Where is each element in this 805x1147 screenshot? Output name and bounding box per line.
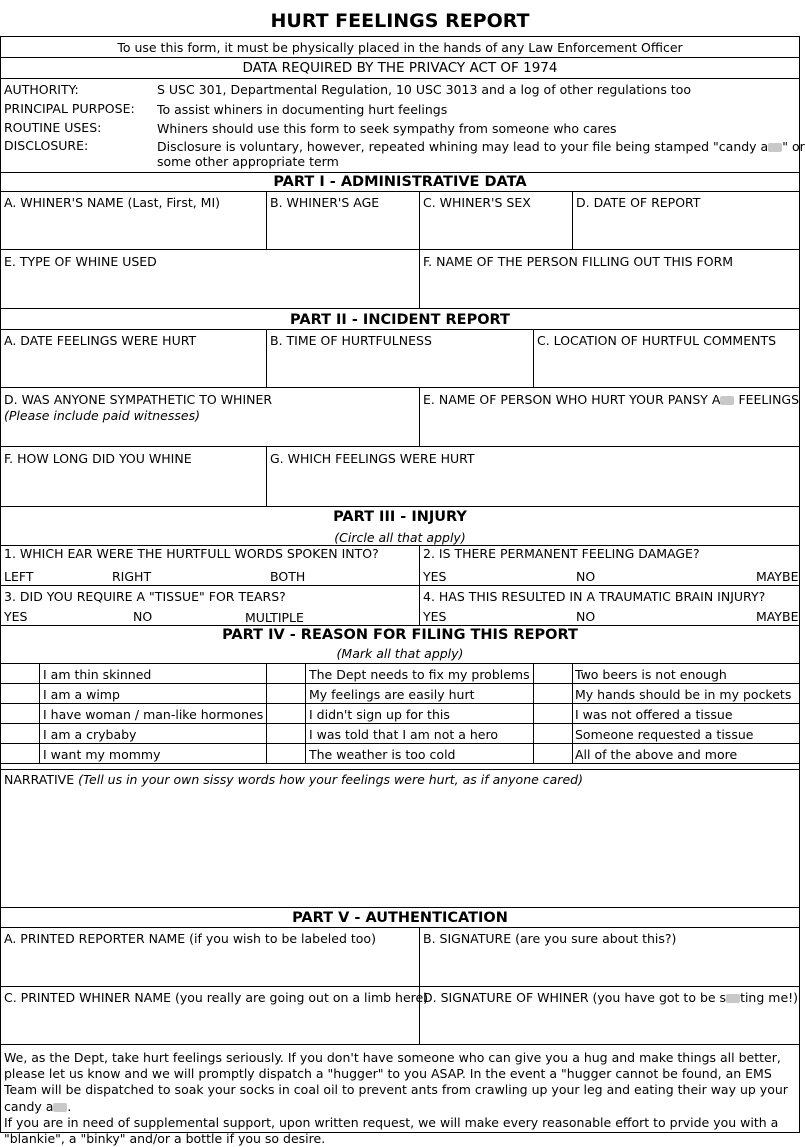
q3-option-multiple[interactable]: MULTIPLE (245, 610, 304, 625)
q2-option-no[interactable]: NO (576, 569, 596, 584)
disclosure-label: DISCLOSURE: (4, 138, 89, 153)
field-person-filling: F. NAME OF THE PERSON FILLING OUT THIS FORM (423, 254, 734, 269)
redaction-mark (726, 994, 740, 1003)
reason-item: The weather is too cold (309, 747, 456, 762)
uses-text: Whiners should use this form to seek sympathy from someone who cares (157, 121, 617, 136)
reason-item: My feelings are easily hurt (309, 687, 475, 702)
reason-checkbox[interactable] (1, 684, 39, 703)
redaction-mark (768, 143, 782, 152)
purpose-text: To assist whiners in documenting hurt feelings (157, 102, 448, 117)
q4-label: 4. HAS THIS RESULTED IN A TRAUMATIC BRAIN INJURY? (423, 589, 766, 604)
field-whiner-age: B. WHINER'S AGE (270, 195, 380, 210)
part5-heading: PART V - AUTHENTICATION (292, 910, 508, 926)
reason-checkbox[interactable] (267, 724, 305, 743)
form-title: HURT FEELINGS REPORT (270, 10, 530, 32)
field-whiner-name: A. WHINER'S NAME (Last, First, MI) (4, 195, 221, 210)
field-whiner-printed-name: C. PRINTED WHINER NAME (you really are going out on a limb here) (4, 990, 429, 1005)
reason-checkbox[interactable] (534, 664, 572, 683)
form-instruction: To use this form, it must be physically placed in the hands of any Law Enforcement Officer (117, 40, 683, 55)
redaction-mark (720, 396, 734, 405)
reason-checkbox[interactable] (267, 744, 305, 763)
q1-option-right[interactable]: RIGHT (112, 569, 152, 584)
reason-item: I am a wimp (43, 687, 120, 702)
q1-label: 1. WHICH EAR WERE THE HURTFULL WORDS SPOKEN INTO? (4, 546, 379, 561)
field-which-feelings: G. WHICH FEELINGS WERE HURT (270, 451, 475, 466)
field-time-hurt: B. TIME OF HURTFULNESS (270, 333, 432, 348)
reason-item: The Dept needs to fix my problems (309, 667, 530, 682)
reason-item: I want my mommy (43, 747, 161, 762)
field-location: C. LOCATION OF HURTFUL COMMENTS (537, 333, 777, 348)
field-whiner-signature: D. SIGNATURE OF WHINER (you have got to be s ting me!) (423, 990, 799, 1005)
reason-item: I am a crybaby (43, 727, 137, 742)
disclosure-text-cont: some other appropriate term (157, 154, 339, 169)
reason-checkbox[interactable] (534, 744, 572, 763)
q2-option-yes[interactable]: YES (423, 569, 447, 584)
q2-label: 2. IS THERE PERMANENT FEELING DAMAGE? (423, 546, 700, 561)
reason-checkbox[interactable] (534, 724, 572, 743)
purpose-label: PRINCIPAL PURPOSE: (4, 101, 135, 116)
field-type-of-whine: E. TYPE OF WHINE USED (4, 254, 157, 269)
reason-item: My hands should be in my pockets (575, 687, 792, 702)
reason-checkbox[interactable] (1, 744, 39, 763)
authority-label: AUTHORITY: (4, 82, 79, 97)
field-sympathetic-note: (Please include paid witnesses) (4, 408, 200, 423)
part3-note: (Circle all that apply) (334, 530, 466, 545)
field-how-long: F. HOW LONG DID YOU WHINE (4, 451, 192, 466)
reason-item: I am thin skinned (43, 667, 152, 682)
q3-label: 3. DID YOU REQUIRE A "TISSUE" FOR TEARS? (4, 589, 286, 604)
q1-option-left[interactable]: LEFT (4, 569, 34, 584)
reason-item: Two beers is not enough (575, 667, 727, 682)
q3-option-yes[interactable]: YES (4, 609, 28, 624)
reason-checkbox[interactable] (534, 704, 572, 723)
reason-item: I have woman / man-like hormones (43, 707, 264, 722)
field-signature: B. SIGNATURE (are you sure about this?) (423, 931, 677, 946)
reason-checkbox[interactable] (1, 664, 39, 683)
part2-heading: PART II - INCIDENT REPORT (290, 312, 510, 328)
q4-option-maybe[interactable]: MAYBE (756, 609, 799, 624)
narrative-label: NARRATIVE (Tell us in your own sissy words how your feelings were hurt, as if anyone cared) (4, 772, 583, 787)
field-date-hurt: A. DATE FEELINGS WERE HURT (4, 333, 197, 348)
q1-option-both[interactable]: BOTH (270, 569, 306, 584)
privacy-header: DATA REQUIRED BY THE PRIVACY ACT OF 1974 (242, 60, 558, 76)
field-date-of-report: D. DATE OF REPORT (576, 195, 701, 210)
reason-item: Someone requested a tissue (575, 727, 754, 742)
field-sympathetic: D. WAS ANYONE SYMPATHETIC TO WHINER (4, 392, 273, 407)
reason-item: All of the above and more (575, 747, 738, 762)
part4-note: (Mark all that apply) (336, 646, 464, 661)
disclosure-text: Disclosure is voluntary, however, repeated whining may lead to your file being stamped "candy a " or (157, 139, 805, 154)
narrative-area[interactable] (1, 790, 799, 906)
footer-paragraph: We, as the Dept, take hurt feelings seriously. If you don't have someone who can give you a hug and make things all better, please let us know and we will promptly dispatch a "hugger" to you ASAP. In the event a "hugger cannot be found, an EMS Team will be dispatched to soak your socks in coal oil to prevent ants from crawling up your leg and eating their way up your candy a . If you are in need of supplemental support, upon written request, we will make every reasonable effort to prvide you with a "blankie", a "binky" and/or a bottle if you so desire. (4, 1050, 788, 1147)
reason-checkbox[interactable] (1, 724, 39, 743)
uses-label: ROUTINE USES: (4, 120, 102, 135)
field-person-who-hurt: E. NAME OF PERSON WHO HURT YOUR PANSY A FEELINGS (423, 392, 800, 407)
reason-checkbox[interactable] (534, 684, 572, 703)
part3-heading: PART III - INJURY (333, 509, 467, 525)
part1-heading: PART I - ADMINISTRATIVE DATA (273, 174, 527, 190)
q4-option-no[interactable]: NO (576, 609, 596, 624)
reason-checkbox[interactable] (267, 664, 305, 683)
reason-item: I didn't sign up for this (309, 707, 450, 722)
reason-item: I was not offered a tissue (575, 707, 733, 722)
q2-option-maybe[interactable]: MAYBE (756, 569, 799, 584)
reason-checkbox[interactable] (1, 704, 39, 723)
reason-checkbox[interactable] (267, 684, 305, 703)
q4-option-yes[interactable]: YES (423, 609, 447, 624)
part4-heading: PART IV - REASON FOR FILING THIS REPORT (222, 627, 578, 643)
redaction-mark (53, 1103, 67, 1112)
reason-checkbox[interactable] (267, 704, 305, 723)
q3-option-no[interactable]: NO (133, 609, 153, 624)
authority-text: S USC 301, Departmental Regulation, 10 USC 3013 and a log of other regulations too (157, 82, 692, 97)
field-reporter-name: A. PRINTED REPORTER NAME (if you wish to be labeled too) (4, 931, 376, 946)
reason-item: I was told that I am not a hero (309, 727, 498, 742)
field-whiner-sex: C. WHINER'S SEX (423, 195, 531, 210)
